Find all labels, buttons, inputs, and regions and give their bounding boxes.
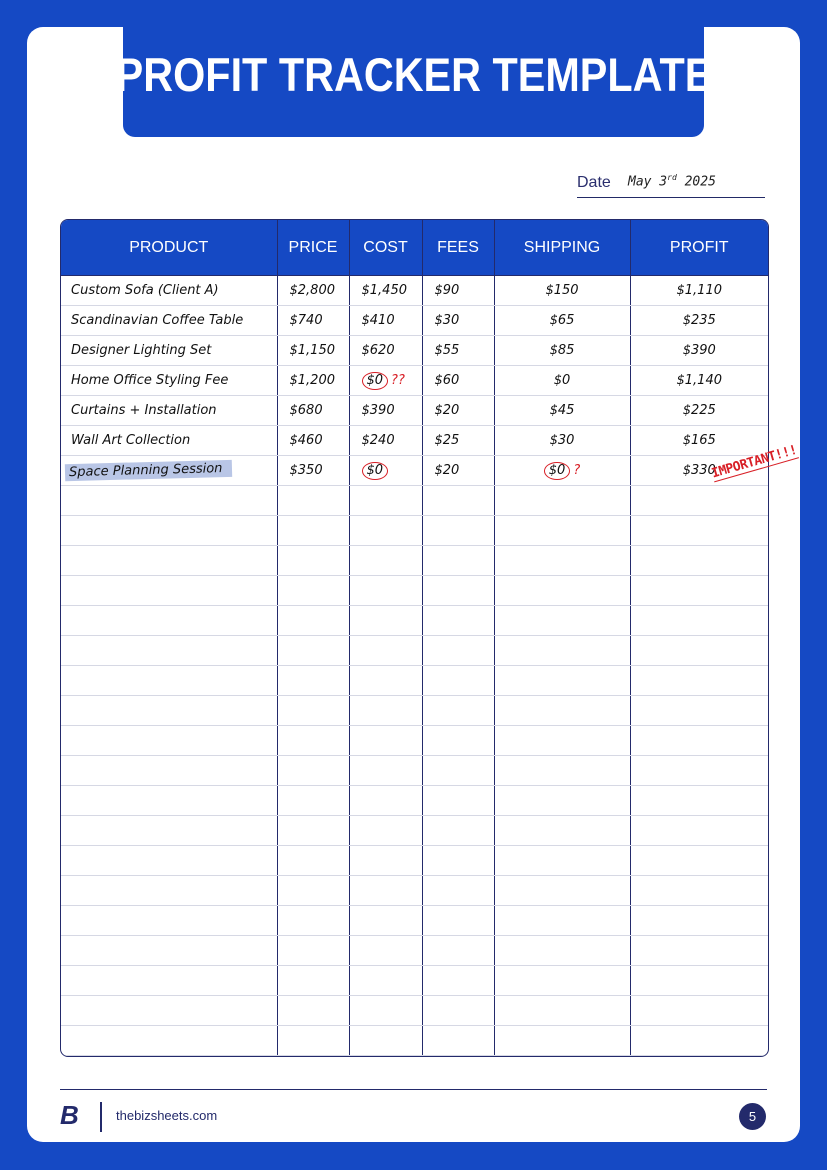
empty-cell — [277, 846, 349, 876]
empty-cell — [494, 936, 630, 966]
empty-cell — [277, 726, 349, 756]
empty-cell — [61, 1026, 277, 1056]
empty-cell — [349, 846, 422, 876]
empty-cell — [422, 786, 494, 816]
empty-cell — [630, 786, 768, 816]
empty-cell — [349, 996, 422, 1026]
fees-cell: $55 — [422, 336, 494, 366]
product-cell — [61, 456, 277, 486]
price-cell: $1,200 — [277, 366, 349, 396]
cost-cell — [349, 366, 422, 396]
empty-cell — [277, 996, 349, 1026]
table-row — [61, 276, 768, 306]
empty-cell — [277, 876, 349, 906]
empty-cell — [630, 1026, 768, 1056]
empty-cell — [630, 966, 768, 996]
product-cell: Curtains + Installation — [61, 396, 277, 426]
fees-cell: $60 — [422, 366, 494, 396]
empty-cell — [277, 636, 349, 666]
empty-cell — [494, 666, 630, 696]
empty-cell — [349, 666, 422, 696]
empty-row — [61, 606, 768, 636]
empty-cell — [494, 636, 630, 666]
empty-row — [61, 936, 768, 966]
shipping-cell: $65 — [494, 306, 630, 336]
empty-cell — [277, 576, 349, 606]
circled-value: $0 — [544, 462, 571, 480]
empty-cell — [630, 816, 768, 846]
empty-cell — [61, 666, 277, 696]
empty-cell — [61, 696, 277, 726]
document-page — [27, 27, 800, 1142]
empty-cell — [630, 666, 768, 696]
empty-cell — [277, 546, 349, 576]
price-cell: $350 — [277, 456, 349, 486]
empty-row — [61, 576, 768, 606]
empty-cell — [422, 696, 494, 726]
empty-row — [61, 516, 768, 546]
empty-cell — [422, 636, 494, 666]
empty-cell — [494, 516, 630, 546]
empty-cell — [494, 576, 630, 606]
cost-cell: $410 — [349, 306, 422, 336]
table-row — [61, 336, 768, 366]
empty-row — [61, 486, 768, 516]
shipping-cell — [494, 456, 630, 486]
empty-row — [61, 1026, 768, 1056]
empty-cell — [494, 786, 630, 816]
table-row — [61, 426, 768, 456]
product-cell: Wall Art Collection — [61, 426, 277, 456]
empty-cell — [422, 606, 494, 636]
empty-cell — [630, 606, 768, 636]
empty-cell — [630, 846, 768, 876]
empty-cell — [277, 936, 349, 966]
empty-cell — [349, 906, 422, 936]
empty-row — [61, 696, 768, 726]
empty-row — [61, 906, 768, 936]
empty-cell — [494, 966, 630, 996]
empty-cell — [422, 846, 494, 876]
empty-cell — [494, 696, 630, 726]
page-number-badge: 5 — [739, 1103, 766, 1130]
empty-cell — [349, 516, 422, 546]
important-annotation: IMPORTANT!!! — [710, 442, 799, 482]
empty-cell — [494, 816, 630, 846]
empty-cell — [422, 486, 494, 516]
empty-cell — [61, 816, 277, 846]
empty-cell — [349, 576, 422, 606]
empty-cell — [422, 546, 494, 576]
footer-separator — [100, 1102, 102, 1132]
empty-cell — [630, 726, 768, 756]
shipping-cell: $45 — [494, 396, 630, 426]
empty-cell — [349, 546, 422, 576]
empty-cell — [630, 756, 768, 786]
empty-row — [61, 816, 768, 846]
empty-cell — [494, 996, 630, 1026]
empty-cell — [61, 906, 277, 936]
empty-cell — [349, 486, 422, 516]
empty-cell — [277, 516, 349, 546]
empty-cell — [422, 996, 494, 1026]
circled-value: $0 — [362, 462, 389, 480]
question-mark-note: ? — [573, 462, 581, 478]
empty-cell — [349, 1026, 422, 1056]
empty-cell — [422, 516, 494, 546]
empty-cell — [277, 756, 349, 786]
empty-cell — [630, 936, 768, 966]
cost-cell: $620 — [349, 336, 422, 366]
fees-cell: $20 — [422, 396, 494, 426]
fees-cell: $20 — [422, 456, 494, 486]
empty-cell — [494, 876, 630, 906]
empty-row — [61, 636, 768, 666]
empty-cell — [494, 756, 630, 786]
header-row — [61, 220, 768, 276]
price-cell: $460 — [277, 426, 349, 456]
empty-cell — [494, 846, 630, 876]
header-fees: FEES — [422, 220, 494, 276]
header-profit: PROFIT — [630, 220, 768, 276]
cost-cell — [349, 456, 422, 486]
empty-cell — [61, 726, 277, 756]
empty-cell — [422, 816, 494, 846]
empty-cell — [494, 906, 630, 936]
shipping-cell: $30 — [494, 426, 630, 456]
empty-row — [61, 966, 768, 996]
empty-cell — [422, 876, 494, 906]
profit-cell: $1,140 — [630, 366, 768, 396]
empty-cell — [422, 576, 494, 606]
empty-cell — [630, 906, 768, 936]
empty-cell — [61, 606, 277, 636]
empty-cell — [61, 966, 277, 996]
empty-cell — [61, 936, 277, 966]
empty-cell — [61, 996, 277, 1026]
title-banner — [115, 27, 712, 137]
footer-divider — [60, 1089, 767, 1090]
product-cell: Home Office Styling Fee — [61, 366, 277, 396]
empty-row — [61, 996, 768, 1026]
empty-cell — [277, 1026, 349, 1056]
empty-cell — [349, 876, 422, 906]
highlighted-product: Space Planning Session — [65, 460, 233, 481]
empty-cell — [422, 666, 494, 696]
header-shipping: SHIPPING — [494, 220, 630, 276]
empty-cell — [349, 696, 422, 726]
empty-cell — [349, 816, 422, 846]
empty-cell — [349, 636, 422, 666]
empty-row — [61, 546, 768, 576]
table-row — [61, 396, 768, 426]
profit-cell: $330 — [630, 456, 768, 486]
empty-cell — [422, 756, 494, 786]
empty-cell — [630, 576, 768, 606]
header-cost: COST — [349, 220, 422, 276]
price-cell: $2,800 — [277, 276, 349, 306]
shipping-cell: $85 — [494, 336, 630, 366]
empty-cell — [630, 636, 768, 666]
date-label: Date — [577, 174, 611, 191]
shipping-cell: $0 — [494, 366, 630, 396]
empty-cell — [630, 996, 768, 1026]
empty-cell — [630, 516, 768, 546]
empty-row — [61, 846, 768, 876]
empty-cell — [494, 606, 630, 636]
fees-cell: $90 — [422, 276, 494, 306]
empty-row — [61, 876, 768, 906]
empty-cell — [349, 606, 422, 636]
empty-cell — [61, 516, 277, 546]
empty-row — [61, 786, 768, 816]
shipping-cell: $150 — [494, 276, 630, 306]
profit-table — [60, 219, 769, 1057]
empty-cell — [349, 936, 422, 966]
empty-cell — [277, 696, 349, 726]
empty-cell — [494, 546, 630, 576]
empty-cell — [422, 936, 494, 966]
empty-cell — [277, 966, 349, 996]
cost-cell: $1,450 — [349, 276, 422, 306]
product-cell: Designer Lighting Set — [61, 336, 277, 366]
empty-cell — [494, 726, 630, 756]
empty-cell — [422, 1026, 494, 1056]
fees-cell: $30 — [422, 306, 494, 336]
table-row — [61, 456, 768, 486]
empty-cell — [277, 666, 349, 696]
profit-cell: $165 — [630, 426, 768, 456]
fees-cell: $25 — [422, 426, 494, 456]
empty-cell — [422, 906, 494, 936]
price-cell: $680 — [277, 396, 349, 426]
empty-cell — [422, 726, 494, 756]
brand-logo-icon: B — [60, 1100, 79, 1130]
empty-row — [61, 726, 768, 756]
empty-cell — [630, 876, 768, 906]
price-cell: $740 — [277, 306, 349, 336]
question-mark-note: ?? — [391, 372, 405, 388]
page-title: PROFIT TRACKER TEMPLATE — [115, 47, 712, 101]
profit-cell: $390 — [630, 336, 768, 366]
table-row — [61, 366, 768, 396]
table-row — [61, 306, 768, 336]
empty-cell — [61, 486, 277, 516]
empty-cell — [630, 546, 768, 576]
profit-cell: $225 — [630, 396, 768, 426]
empty-cell — [277, 606, 349, 636]
empty-cell — [349, 786, 422, 816]
empty-cell — [277, 486, 349, 516]
empty-cell — [61, 876, 277, 906]
product-cell: Scandinavian Coffee Table — [61, 306, 277, 336]
empty-cell — [422, 966, 494, 996]
profit-cell: $1,110 — [630, 276, 768, 306]
empty-cell — [61, 756, 277, 786]
empty-cell — [61, 786, 277, 816]
empty-cell — [494, 1026, 630, 1056]
empty-cell — [277, 816, 349, 846]
empty-cell — [349, 966, 422, 996]
empty-cell — [61, 546, 277, 576]
empty-cell — [61, 846, 277, 876]
product-cell: Custom Sofa (Client A) — [61, 276, 277, 306]
empty-cell — [349, 756, 422, 786]
date-field — [577, 171, 765, 198]
circled-value: $0 — [362, 372, 389, 390]
empty-row — [61, 756, 768, 786]
profit-cell: $235 — [630, 306, 768, 336]
empty-cell — [277, 786, 349, 816]
empty-row — [61, 666, 768, 696]
empty-cell — [630, 486, 768, 516]
empty-cell — [61, 636, 277, 666]
header-price: PRICE — [277, 220, 349, 276]
date-value: May 3rd 2025 — [628, 173, 716, 190]
cost-cell: $240 — [349, 426, 422, 456]
header-product: PRODUCT — [61, 220, 277, 276]
empty-cell — [277, 906, 349, 936]
empty-cell — [630, 696, 768, 726]
empty-cell — [61, 576, 277, 606]
empty-cell — [349, 726, 422, 756]
empty-cell — [494, 486, 630, 516]
price-cell: $1,150 — [277, 336, 349, 366]
cost-cell: $390 — [349, 396, 422, 426]
website-link[interactable]: thebizsheets.com — [116, 1108, 218, 1123]
